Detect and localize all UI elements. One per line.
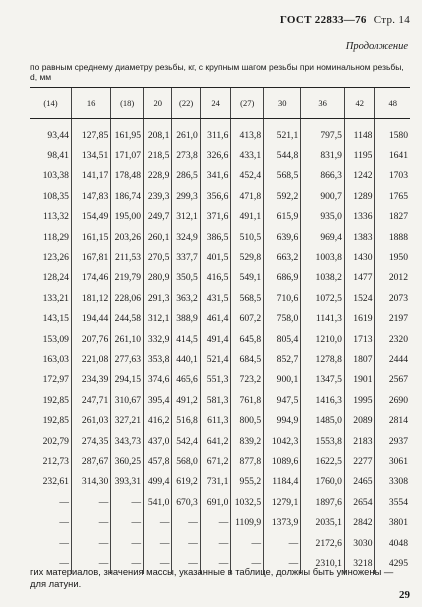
table-cell: 310,67 <box>111 390 144 410</box>
table-row <box>30 145 410 165</box>
table-cell: 1553,8 <box>301 431 345 451</box>
table-cell: 192,85 <box>42 394 69 406</box>
table-cell: 234,39 <box>71 370 110 390</box>
table-cell: 866,3 <box>301 166 345 186</box>
table-cell: 615,9 <box>264 207 301 227</box>
table-cell: 1195 <box>344 145 375 165</box>
table-cell: — <box>144 512 172 532</box>
table-cell: 280,9 <box>144 268 172 288</box>
table-cell: — <box>71 492 110 512</box>
table-cell: — <box>111 533 144 553</box>
table-cell: 232,61 <box>42 476 69 488</box>
table-cell: 211,53 <box>111 247 144 267</box>
table-cell: 491,2 <box>172 390 200 410</box>
table-cell: 639,6 <box>264 227 301 247</box>
table-cell: 1477 <box>344 268 375 288</box>
table-cell: 1042,3 <box>264 431 301 451</box>
table-cell: 143,15 <box>42 313 69 325</box>
table-row <box>30 349 410 369</box>
table-cell: 1347,5 <box>301 370 345 390</box>
table-cell: 947,5 <box>264 390 301 410</box>
table-cell: — <box>144 533 172 553</box>
table-cell: 431,5 <box>200 288 231 308</box>
table-cell: 452,4 <box>231 166 264 186</box>
table-cell: 134,51 <box>71 145 110 165</box>
table-cell: 1383 <box>344 227 375 247</box>
table-cell: 611,3 <box>200 410 231 430</box>
table-cell: 800,5 <box>231 410 264 430</box>
table-cell: 1109,9 <box>231 512 264 532</box>
table-cell: 2310,1 <box>301 553 345 573</box>
table-cell: 900,1 <box>264 370 301 390</box>
table-cell: 1141,3 <box>301 309 345 329</box>
table-cell: 239,3 <box>144 186 172 206</box>
table-row <box>30 309 410 329</box>
table-cell: 2690 <box>375 390 410 410</box>
table-cell: 186,74 <box>111 186 144 206</box>
table-cell: 1485,0 <box>301 410 345 430</box>
table-cell: — <box>59 537 69 549</box>
table-cell: 312,1 <box>144 309 172 329</box>
table-row <box>30 410 410 430</box>
table-cell: 154,49 <box>71 207 110 227</box>
table-cell: — <box>71 553 110 573</box>
table-cell: 1184,4 <box>264 472 301 492</box>
table-cell: 1038,2 <box>301 268 345 288</box>
table-body <box>30 119 410 574</box>
table-cell: 416,5 <box>200 268 231 288</box>
table-cell: 1524 <box>344 288 375 308</box>
table-cell: 2197 <box>375 309 410 329</box>
table-cell: 178,48 <box>111 166 144 186</box>
table-cell: 568,0 <box>172 451 200 471</box>
column-header: 36 <box>301 88 345 119</box>
table-cell: 413,8 <box>231 119 264 146</box>
table-cell: 274,35 <box>71 431 110 451</box>
table-cell: 1279,1 <box>264 492 301 512</box>
table-cell: 401,5 <box>200 247 231 267</box>
table-cell: 3218 <box>344 553 375 573</box>
table-row <box>30 186 410 206</box>
table-cell: 118,29 <box>42 231 69 243</box>
table-cell: 337,7 <box>172 247 200 267</box>
table-cell: 249,7 <box>144 207 172 227</box>
table-cell: 1032,5 <box>231 492 264 512</box>
table-row <box>30 431 410 451</box>
column-header: 24 <box>200 88 231 119</box>
table-row <box>30 227 410 247</box>
table-cell: — <box>71 512 110 532</box>
table-cell: 123,26 <box>42 252 69 264</box>
table-cell: 93,44 <box>47 129 69 141</box>
table-cell: — <box>200 533 231 553</box>
table-cell: 1622,5 <box>301 451 345 471</box>
table-cell: — <box>59 517 69 529</box>
table-cell: 291,3 <box>144 288 172 308</box>
table-cell: 363,2 <box>172 288 200 308</box>
table-cell: 797,5 <box>301 119 345 146</box>
table-caption: по равным среднему диаметру резьбы, кг, с крупным шагом резьбы при номинальном резьбы, d, мм <box>30 62 404 82</box>
table-row <box>30 390 410 410</box>
table-cell: — <box>172 512 200 532</box>
table-cell: 167,81 <box>71 247 110 267</box>
table-cell: 1619 <box>344 309 375 329</box>
table-cell: 371,6 <box>200 207 231 227</box>
table-cell: 247,71 <box>71 390 110 410</box>
table-cell: 516,8 <box>172 410 200 430</box>
table-cell: 1416,3 <box>301 390 345 410</box>
table-cell: 202,79 <box>42 435 69 447</box>
table-cell: 686,9 <box>264 268 301 288</box>
table-cell: 3061 <box>375 451 410 471</box>
table-cell: 208,1 <box>144 119 172 146</box>
table-cell: 312,1 <box>172 207 200 227</box>
table-cell: 3554 <box>375 492 410 512</box>
table-cell: 273,8 <box>172 145 200 165</box>
table-cell: — <box>111 553 144 573</box>
table-cell: 261,10 <box>111 329 144 349</box>
table-cell: 244,58 <box>111 309 144 329</box>
table-cell: 2172,6 <box>301 533 345 553</box>
table-cell: 2465 <box>344 472 375 492</box>
table-cell: 1713 <box>344 329 375 349</box>
table-cell: 194,44 <box>71 309 110 329</box>
table-cell: — <box>59 496 69 508</box>
table-cell: 568,5 <box>264 166 301 186</box>
table-row <box>30 166 410 186</box>
table-cell: 529,8 <box>231 247 264 267</box>
table-cell: 1950 <box>375 247 410 267</box>
table-cell: 356,6 <box>200 186 231 206</box>
table-cell: 2035,1 <box>301 512 345 532</box>
table-cell: 393,31 <box>111 472 144 492</box>
table-cell: 332,9 <box>144 329 172 349</box>
table-cell: 414,5 <box>172 329 200 349</box>
table-cell: 2320 <box>375 329 410 349</box>
table-cell: — <box>231 533 264 553</box>
table-cell: 491,4 <box>200 329 231 349</box>
column-header: 48 <box>375 88 410 119</box>
page-label: Стр. 14 <box>373 14 410 26</box>
page-header <box>280 14 410 26</box>
table-cell: 314,30 <box>71 472 110 492</box>
table-cell: — <box>200 553 231 573</box>
table-cell: 723,2 <box>231 370 264 390</box>
table-cell: 261,0 <box>172 119 200 146</box>
table-cell: — <box>172 553 200 573</box>
table-cell: 228,9 <box>144 166 172 186</box>
table-cell: 161,95 <box>111 119 144 146</box>
table-cell: 219,79 <box>111 268 144 288</box>
table-cell: 3030 <box>344 533 375 553</box>
table-cell: — <box>264 533 301 553</box>
table-cell: 113,32 <box>42 211 69 223</box>
table-cell: 1995 <box>344 390 375 410</box>
table-cell: 141,17 <box>71 166 110 186</box>
column-header: (18) <box>111 88 144 119</box>
table-cell: 1897,6 <box>301 492 345 512</box>
table-cell: 671,2 <box>200 451 231 471</box>
table-cell: 877,8 <box>231 451 264 471</box>
table-cell: 212,73 <box>42 455 69 467</box>
table-cell: 684,5 <box>231 349 264 369</box>
table-cell: 510,5 <box>231 227 264 247</box>
table-cell: 192,85 <box>42 415 69 427</box>
table-cell: 1278,8 <box>301 349 345 369</box>
table-cell: 491,1 <box>231 207 264 227</box>
table-cell: 1888 <box>375 227 410 247</box>
table-row <box>30 207 410 227</box>
table-cell: 710,6 <box>264 288 301 308</box>
table-cell: 521,4 <box>200 349 231 369</box>
table-cell: 541,0 <box>144 492 172 512</box>
table-cell: 1430 <box>344 247 375 267</box>
table-cell: — <box>231 553 264 573</box>
table-cell: 549,1 <box>231 268 264 288</box>
table-cell: 207,76 <box>71 329 110 349</box>
table-cell: 221,08 <box>71 349 110 369</box>
table-cell: 326,6 <box>200 145 231 165</box>
table-cell: 416,2 <box>144 410 172 430</box>
table-cell: 203,26 <box>111 227 144 247</box>
table-cell: 163,03 <box>42 353 69 365</box>
mass-table <box>30 87 410 574</box>
table-cell: 374,6 <box>144 370 172 390</box>
table-cell: 568,5 <box>231 288 264 308</box>
table-cell: 353,8 <box>144 349 172 369</box>
table-cell: 388,9 <box>172 309 200 329</box>
table-cell: 1827 <box>375 207 410 227</box>
table-cell: 691,0 <box>200 492 231 512</box>
table-cell: 324,9 <box>172 227 200 247</box>
table-cell: 1148 <box>344 119 375 146</box>
table-cell: 2937 <box>375 431 410 451</box>
table-cell: 2089 <box>344 410 375 430</box>
continuation-label: Продолжение <box>345 41 408 52</box>
table-cell: 261,03 <box>71 410 110 430</box>
table-cell: 195,00 <box>111 207 144 227</box>
table-cell: 2842 <box>344 512 375 532</box>
table-row <box>30 533 410 553</box>
table-cell: 1760,0 <box>301 472 345 492</box>
table-cell: 1089,6 <box>264 451 301 471</box>
table-cell: — <box>200 512 231 532</box>
table-cell: 2567 <box>375 370 410 390</box>
table-row <box>30 119 410 146</box>
table-cell: 299,3 <box>172 186 200 206</box>
table-cell: 311,6 <box>200 119 231 146</box>
table-cell: 955,2 <box>231 472 264 492</box>
table-row <box>30 268 410 288</box>
table-cell: 218,5 <box>144 145 172 165</box>
table-cell: 2814 <box>375 410 410 430</box>
table-cell: 1242 <box>344 166 375 186</box>
table-cell: 287,67 <box>71 451 110 471</box>
table-cell: 433,1 <box>231 145 264 165</box>
table-cell: 286,5 <box>172 166 200 186</box>
table-cell: 839,2 <box>231 431 264 451</box>
table-cell: 1210,0 <box>301 329 345 349</box>
table-cell: 103,38 <box>42 170 69 182</box>
table-cell: 2073 <box>375 288 410 308</box>
table-row <box>30 492 410 512</box>
table-cell: 1289 <box>344 186 375 206</box>
table-cell: 471,8 <box>231 186 264 206</box>
table-cell: 127,85 <box>71 119 110 146</box>
table-cell: 551,3 <box>200 370 231 390</box>
column-header: (22) <box>172 88 200 119</box>
table-cell: — <box>264 553 301 573</box>
table-cell: 395,4 <box>144 390 172 410</box>
table-cell: 360,25 <box>111 451 144 471</box>
table-cell: 3308 <box>375 472 410 492</box>
table-row <box>30 288 410 308</box>
page-number: 29 <box>399 589 410 601</box>
table-cell: 1641 <box>375 145 410 165</box>
table-cell: 994,9 <box>264 410 301 430</box>
table-cell: — <box>144 553 172 573</box>
standard-code: ГОСТ 22833—76 <box>279 14 367 26</box>
table-cell: 98,41 <box>47 150 69 162</box>
table-cell: 935,0 <box>301 207 345 227</box>
table-row <box>30 451 410 471</box>
table-cell: 294,15 <box>111 370 144 390</box>
table-cell: 260,1 <box>144 227 172 247</box>
table-row <box>30 472 410 492</box>
table-cell: 969,4 <box>301 227 345 247</box>
table-cell: — <box>111 492 144 512</box>
table-cell: 731,1 <box>200 472 231 492</box>
table-cell: 607,2 <box>231 309 264 329</box>
table-cell: 440,1 <box>172 349 200 369</box>
table-cell: 153,09 <box>42 333 69 345</box>
table-cell: — <box>59 557 69 569</box>
table-cell: 1072,5 <box>301 288 345 308</box>
table-cell: 465,6 <box>172 370 200 390</box>
column-header: 30 <box>264 88 301 119</box>
column-header: 20 <box>144 88 172 119</box>
table-cell: 645,8 <box>231 329 264 349</box>
table-cell: 2444 <box>375 349 410 369</box>
table-cell: 171,07 <box>111 145 144 165</box>
table-cell: 831,9 <box>301 145 345 165</box>
table-row <box>30 512 410 532</box>
table-cell: 761,8 <box>231 390 264 410</box>
table-header-row <box>30 88 410 119</box>
table-cell: 670,3 <box>172 492 200 512</box>
table-cell: 128,24 <box>42 272 69 284</box>
table-cell: 900,7 <box>301 186 345 206</box>
table-cell: 1703 <box>375 166 410 186</box>
table-cell: — <box>111 512 144 532</box>
table-cell: 852,7 <box>264 349 301 369</box>
table-cell: 4295 <box>375 553 410 573</box>
table-cell: 343,73 <box>111 431 144 451</box>
table-cell: — <box>71 533 110 553</box>
table-cell: 437,0 <box>144 431 172 451</box>
table-cell: 172,97 <box>42 374 69 386</box>
table-cell: 2277 <box>344 451 375 471</box>
table-cell: 3801 <box>375 512 410 532</box>
table-cell: 1003,8 <box>301 247 345 267</box>
table-cell: 327,21 <box>111 410 144 430</box>
table-cell: 581,3 <box>200 390 231 410</box>
table-row <box>30 370 410 390</box>
table-cell: 350,5 <box>172 268 200 288</box>
footnote: гих материалов, значения массы, указанные в таблице, должны быть умножены — для латуни. <box>30 566 394 589</box>
table-cell: 147,83 <box>71 186 110 206</box>
table-cell: — <box>172 533 200 553</box>
table-cell: 521,1 <box>264 119 301 146</box>
table-cell: 386,5 <box>200 227 231 247</box>
table-cell: 461,4 <box>200 309 231 329</box>
table-cell: 1807 <box>344 349 375 369</box>
column-header: (27) <box>231 88 264 119</box>
table-cell: 592,2 <box>264 186 301 206</box>
table-cell: 2183 <box>344 431 375 451</box>
table-cell: 1765 <box>375 186 410 206</box>
table-cell: 181,12 <box>71 288 110 308</box>
table-cell: 108,35 <box>42 190 69 202</box>
table-cell: 2012 <box>375 268 410 288</box>
table-cell: 544,8 <box>264 145 301 165</box>
table-cell: 758,0 <box>264 309 301 329</box>
table-cell: 542,4 <box>172 431 200 451</box>
table-row <box>30 247 410 267</box>
table-cell: 619,2 <box>172 472 200 492</box>
table-cell: 663,2 <box>264 247 301 267</box>
column-header: (14) <box>30 88 71 119</box>
table-cell: 457,8 <box>144 451 172 471</box>
column-header: 16 <box>71 88 110 119</box>
table-cell: 1336 <box>344 207 375 227</box>
table-cell: 641,2 <box>200 431 231 451</box>
table-cell: 2654 <box>344 492 375 512</box>
table-cell: 270,5 <box>144 247 172 267</box>
table-row <box>30 329 410 349</box>
table-cell: 228,06 <box>111 288 144 308</box>
table-cell: 4048 <box>375 533 410 553</box>
table-cell: 341,6 <box>200 166 231 186</box>
column-header: 42 <box>344 88 375 119</box>
table-cell: 1373,9 <box>264 512 301 532</box>
table-cell: 277,63 <box>111 349 144 369</box>
table-cell: 174,46 <box>71 268 110 288</box>
table-cell: 161,15 <box>71 227 110 247</box>
table-cell: 499,4 <box>144 472 172 492</box>
table-cell: 805,4 <box>264 329 301 349</box>
table-cell: 1580 <box>375 119 410 146</box>
table-cell: 133,21 <box>42 292 69 304</box>
table-cell: 1901 <box>344 370 375 390</box>
